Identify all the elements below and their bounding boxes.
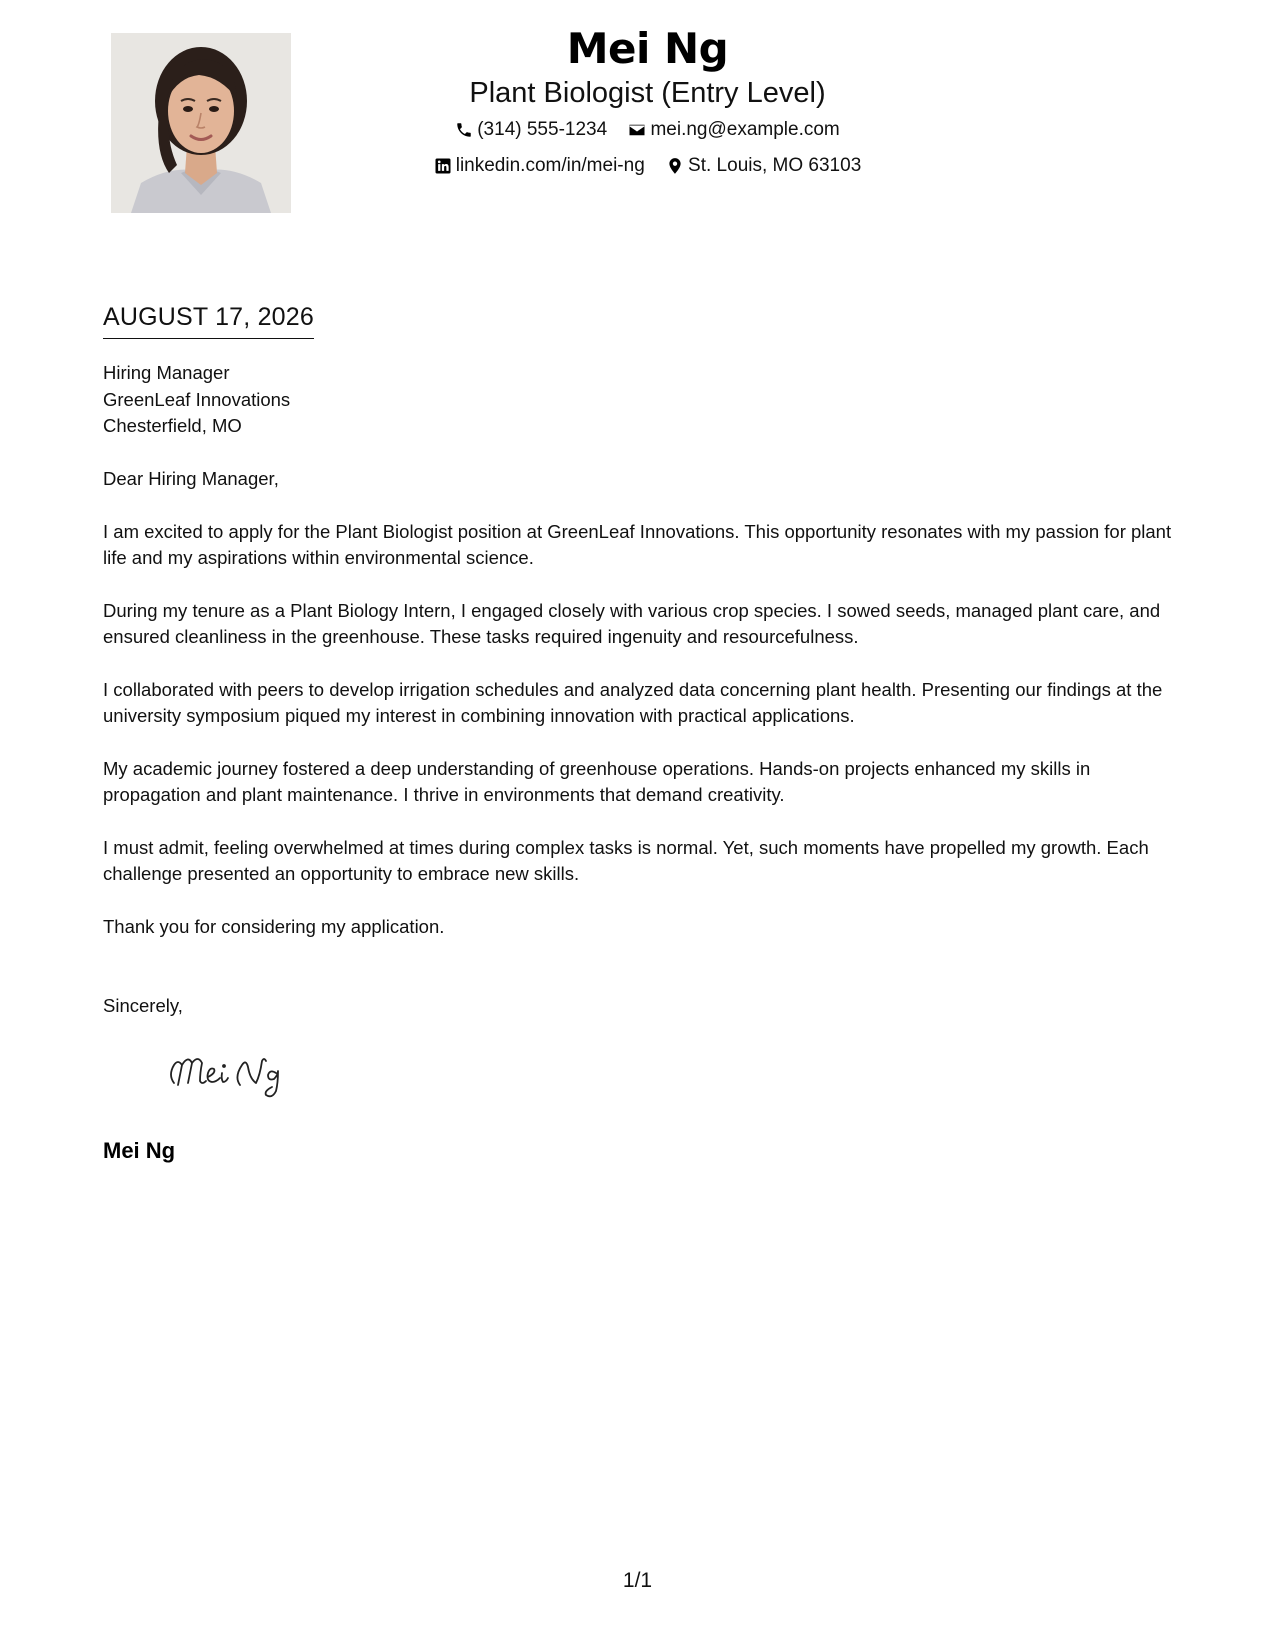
body-paragraph: I collaborated with peers to develop irrigation schedules and analyzed data concerning plant health. Presenting our findings at the university symposium piqued my interest in combining innovation with practical applications. xyxy=(103,678,1163,726)
recipient-address xyxy=(103,360,290,440)
signer-name: Mei Ng xyxy=(103,1138,176,1163)
letter-header xyxy=(300,22,995,182)
phone-icon xyxy=(455,121,473,139)
linkedin-icon xyxy=(434,157,452,175)
profile-photo-portrait xyxy=(111,33,291,213)
contact-line-primary xyxy=(300,118,995,146)
profile-photo xyxy=(111,33,291,213)
signature-drawing xyxy=(160,1045,320,1105)
letter-date-block xyxy=(103,302,314,339)
contact-email-text: mei.ng@example.com xyxy=(650,119,840,140)
handwritten-signature xyxy=(160,1045,320,1105)
body-paragraph: I am excited to apply for the Plant Biologist position at GreenLeaf Innovations. This opportunity resonates with my passion for plant life and my aspirations within environmental science. xyxy=(103,520,1172,568)
contact-linkedin-text: linkedin.com/in/mei-ng xyxy=(455,155,645,176)
body-paragraph: Thank you for considering my application. xyxy=(103,915,445,937)
body-paragraph: I must admit, feeling overwhelmed at times during complex tasks is normal. Yet, such moments have propelled my growth. Each challenge presented an opportunity to embrace new skills. xyxy=(103,836,1149,884)
applicant-role: Plant Biologist (Entry Level) xyxy=(469,77,826,109)
letter-date: AUGUST 17, 2026 xyxy=(103,302,314,339)
page-number: 1/1 xyxy=(622,1569,653,1592)
contact-location xyxy=(666,154,861,178)
body-paragraph: My academic journey fostered a deep understanding of greenhouse operations. Hands-on projects enhanced my skills in propagation and plant maintenance. I thrive in environments that demand creativity. xyxy=(103,757,1091,805)
recipient-location: Chesterfield, MO xyxy=(103,415,242,436)
letter-closing: Sincerely, xyxy=(103,995,183,1016)
envelope-icon xyxy=(628,121,646,139)
salutation: Dear Hiring Manager, xyxy=(103,468,279,489)
recipient-title: Hiring Manager xyxy=(103,362,230,383)
contact-phone-text: (314) 555-1234 xyxy=(477,119,608,140)
applicant-name: Mei Ng xyxy=(566,24,729,73)
map-pin-icon xyxy=(666,157,684,175)
letter-body xyxy=(103,466,1178,966)
contact-location-text: St. Louis, MO 63103 xyxy=(688,155,862,176)
contact-email[interactable] xyxy=(628,118,839,142)
recipient-company: GreenLeaf Innovations xyxy=(103,388,291,410)
contact-line-secondary xyxy=(300,154,995,182)
contact-linkedin[interactable] xyxy=(434,154,645,178)
body-paragraph: During my tenure as a Plant Biology Intern, I engaged closely with various crop species. I sowed seeds, managed plant care, and ensured cleanliness in the greenhouse. These tasks required ingenuity and resourcefulness. xyxy=(103,599,1161,647)
contact-phone[interactable] xyxy=(455,118,607,142)
